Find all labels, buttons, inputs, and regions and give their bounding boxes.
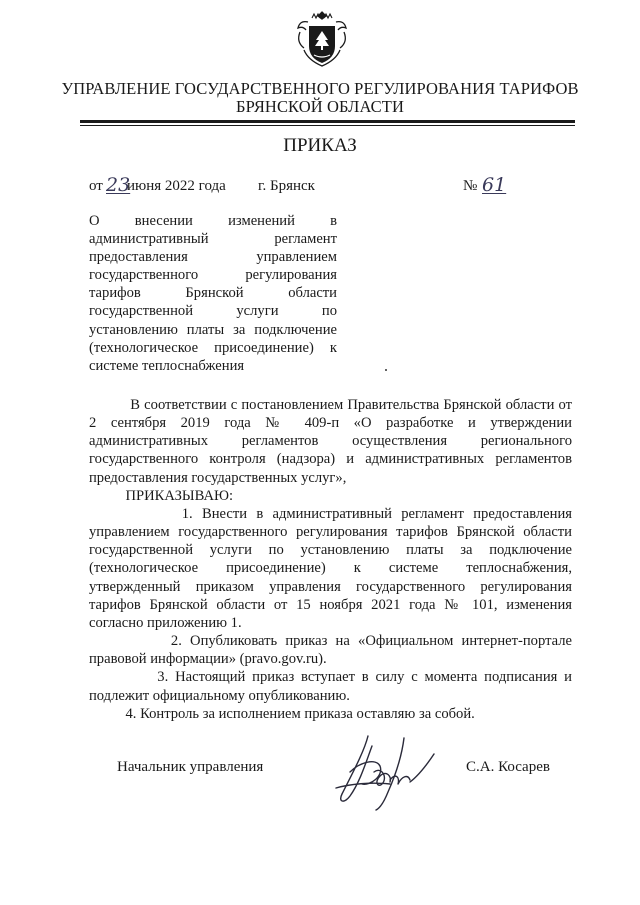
signatory-role: Начальник управления: [117, 759, 264, 775]
body-line: подлежит официальному опубликованию.: [89, 687, 350, 704]
subject-line: (технологическое присоединение) к: [89, 339, 337, 356]
number-prefix: №: [463, 178, 478, 194]
body-line: управлением государственного регулирования тарифов Брянской области: [89, 524, 572, 541]
body-line: 1. Внести в административный регламент предоставления: [89, 505, 572, 522]
handwritten-day: 23: [106, 174, 131, 196]
coat-of-arms-icon: [294, 8, 350, 70]
order-body: [89, 396, 572, 723]
body-line: утвержденный приказом управления государственного регулирования: [89, 578, 572, 595]
body-line: согласно приложению 1.: [89, 614, 242, 631]
handwritten-signature: [330, 732, 440, 812]
subject-line: системе теплоснабжения: [89, 357, 245, 374]
date-prefix: от: [89, 178, 103, 194]
body-line: тарифов Брянской области от 15 ноября 2021 года № 101, изменения: [89, 596, 572, 613]
subject-line: государственной услуги по: [89, 303, 337, 320]
document-title: ПРИКАЗ: [283, 135, 357, 156]
order-subject: [89, 212, 337, 375]
organization-name-line-1: УПРАВЛЕНИЕ ГОСУДАРСТВЕННОГО РЕГУЛИРОВАНИЯ ТАРИФОВ: [61, 79, 579, 98]
body-line: 3. Настоящий приказ вступает в силу с момента подписания и: [89, 669, 572, 686]
date-suffix: июня 2022 года: [127, 178, 226, 194]
subject-line: административный регламент: [89, 231, 337, 248]
subject-line: О внесении изменений в: [89, 213, 337, 229]
body-line: 2 сентября 2019 года № 409-п «О разработке и утверждении: [89, 415, 572, 432]
header-rule-thin: [80, 125, 575, 126]
body-line: ПРИКАЗЫВАЮ:: [89, 487, 234, 504]
body-line: государственного контроля (надзора) и административных регламентов: [89, 451, 572, 468]
signatory-name: С.А. Косарев: [466, 759, 550, 775]
body-line: государственной услуги по установлению платы за подключение: [89, 542, 572, 559]
body-line: 4. Контроль за исполнением приказа оставляю за собой.: [89, 705, 475, 722]
body-line: 2. Опубликовать приказ на «Официальном интернет-портале: [89, 633, 572, 650]
body-line: (технологическое присоединение) к системе теплоснабжения,: [89, 560, 572, 577]
scan-speck: [385, 369, 387, 371]
body-line: административных регламентов осуществления регионального: [89, 433, 572, 450]
body-line: предоставления государственных услуг»,: [89, 469, 347, 486]
subject-line: установлению платы за подключение: [89, 321, 337, 338]
body-line: правовой информации» (pravo.gov.ru).: [89, 651, 327, 668]
body-line: В соответствии с постановлением Правительства Брянской области от: [89, 397, 572, 413]
subject-line: государственного регулирования: [89, 267, 337, 284]
organization-name-line-2: БРЯНСКОЙ ОБЛАСТИ: [236, 97, 404, 116]
city: г. Брянск: [258, 178, 315, 194]
header-rule-thick: [80, 120, 575, 123]
subject-line: предоставления управлением: [89, 249, 337, 266]
subject-line: тарифов Брянской области: [89, 285, 337, 302]
handwritten-number: 61: [482, 174, 507, 196]
